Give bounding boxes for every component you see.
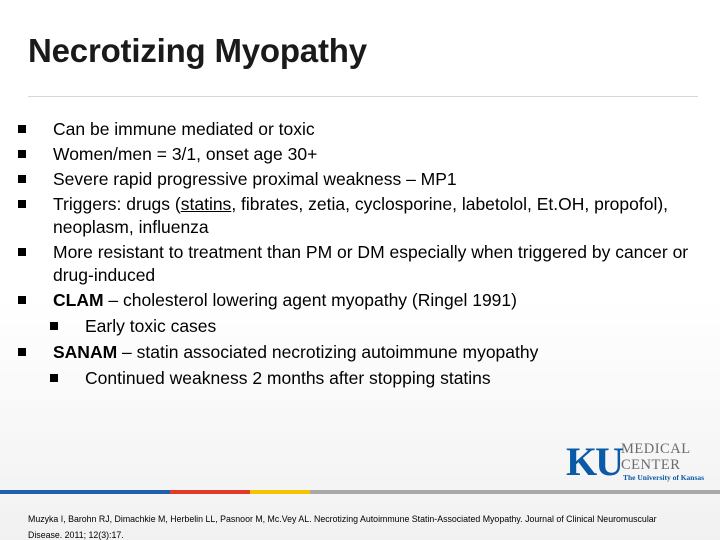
bullet-text: Women/men = 3/1, onset age 30+ [53,144,318,164]
square-bullet-icon [50,374,58,382]
underlined-term-statins: statins [180,194,232,214]
square-bullet-icon [18,296,26,304]
sub-bullet-item [18,367,708,390]
sub-bullet-text: Early toxic cases [85,316,217,336]
bullet-item [18,341,708,364]
square-bullet-icon [50,322,58,330]
bullet-text: Severe rapid progressive proximal weakness – MP1 [53,169,457,189]
slide-title: Necrotizing Myopathy [28,32,367,69]
logo-tagline: The University of Kansas [623,473,705,482]
bullet-item [18,143,708,166]
bold-term-sanam: SANAM [53,342,118,362]
square-bullet-icon [18,175,26,183]
bullet-text: More resistant to treatment than PM or DM especially when triggered by cancer or drug-induced [53,242,689,285]
footer-color-bar [0,490,720,494]
logo-line-center: CENTER [621,457,681,473]
bullet-item [18,241,708,287]
bullet-text: – cholesterol lowering agent myopathy (Ringel 1991) [103,290,517,310]
title-divider [28,96,698,97]
square-bullet-icon [18,248,26,256]
footer-bar-blue-segment [0,490,170,494]
bullet-item [18,289,708,312]
bullet-list [18,118,708,393]
bullet-item [18,118,708,141]
bold-term-clam: CLAM [53,290,104,310]
bullet-text-prefix: Triggers: drugs ( [53,194,181,214]
bullet-item [18,168,708,191]
square-bullet-icon [18,348,26,356]
footer-bar-red-segment [170,490,250,494]
ku-medical-center-logo [566,440,716,486]
citation-text: Muzyka I, Barohn RJ, Dimachkie M, Herbelin LL, Pasnoor M, Mc.Vey AL. Necrotizing Autoimmune Statin-Associated Myopathy. Journal of Clinical Neuromuscular Disease. 2011; 12(3):17. [28,514,657,540]
square-bullet-icon [18,200,26,208]
square-bullet-icon [18,150,26,158]
bullet-item [18,193,708,239]
bullet-text-suffix: , fibrates, zetia, cyclosporine, labetolol, Et.OH, propofol), neoplasm, influenza [53,194,669,237]
logo-mark: KU [566,439,622,484]
square-bullet-icon [18,125,26,133]
footer-bar-gray-segment [310,490,720,494]
footer-bar-yellow-segment [250,490,310,494]
bullet-text: – statin associated necrotizing autoimmune myopathy [117,342,539,362]
sub-bullet-item [18,315,708,338]
sub-bullet-text: Continued weakness 2 months after stopping statins [85,368,491,388]
logo-line-medical: MEDICAL [621,441,691,457]
bullet-text: Can be immune mediated or toxic [53,119,315,139]
